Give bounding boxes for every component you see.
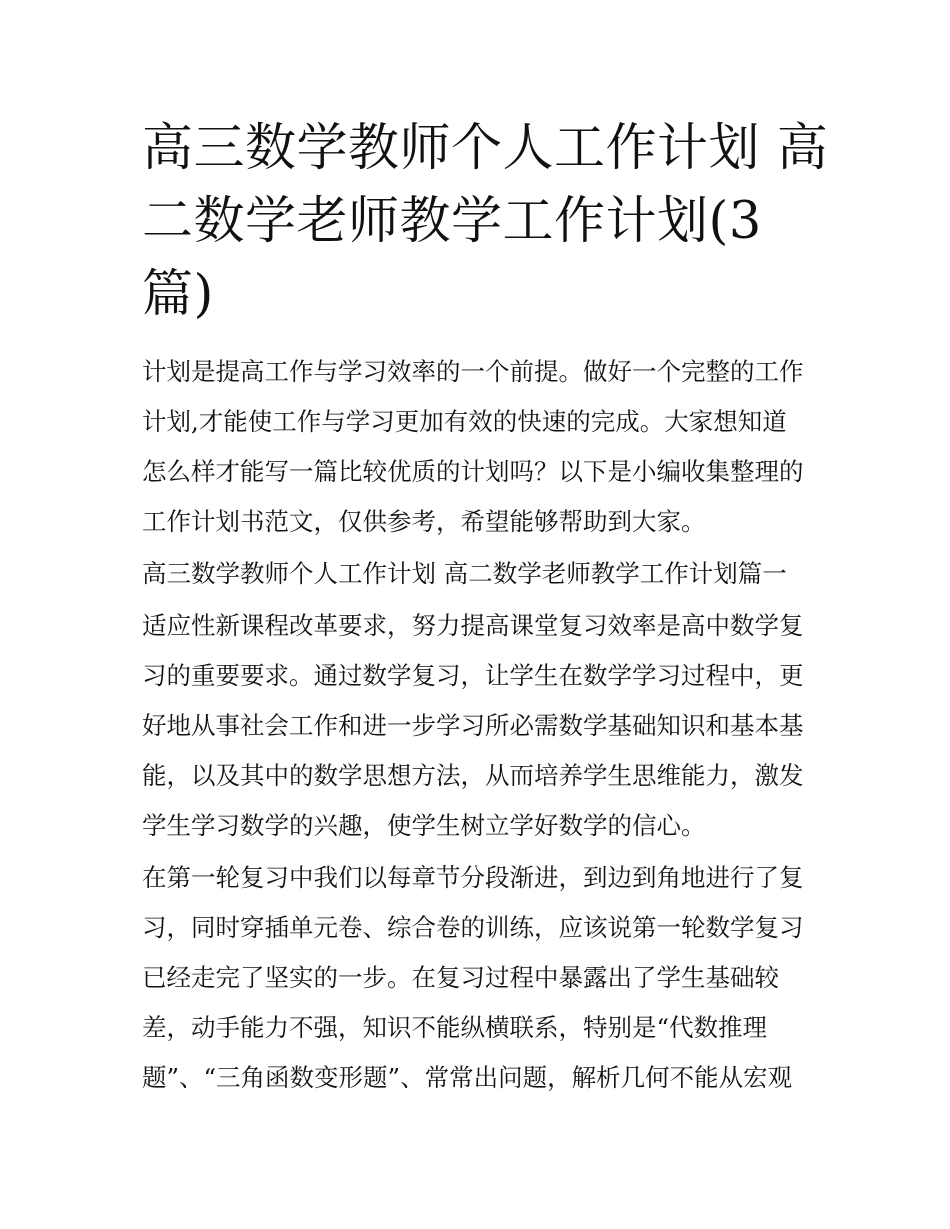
- text-line: 已经走完了坚实的一步。在复习过程中暴露出了学生基础较: [142, 963, 779, 992]
- body-paragraph: [142, 853, 818, 1103]
- text-line: 适应性新课程改革要求，努力提高课堂复习效率是高中数学复: [142, 611, 804, 640]
- body-paragraph: [142, 601, 818, 851]
- text-line: 题”、“三角函数变形题”、常常出问题，解析几何不能从宏观: [142, 1063, 793, 1092]
- document-body: [142, 112, 829, 1105]
- section-heading: [142, 549, 818, 599]
- text-line: 工作计划书范文，仅供参考，希望能够帮助到大家。: [142, 507, 706, 536]
- text-line: 习的重要要求。通过数学复习，让学生在数学学习过程中，更: [142, 661, 804, 690]
- intro-paragraph: [142, 347, 818, 547]
- title-line: 篇): [142, 265, 214, 324]
- text-line: 学生学习数学的兴趣，使学生树立学好数学的信心。: [142, 811, 706, 840]
- text-line: 计划,才能使工作与学习更加有效的快速的完成。大家想知道: [142, 407, 787, 436]
- text-line: 能，以及其中的数学思想方法，从而培养学生思维能力，激发: [142, 761, 804, 790]
- text-line: 计划是提高工作与学习效率的一个前提。做好一个完整的工作: [142, 357, 804, 386]
- text-line: 差，动手能力不强，知识不能纵横联系，特别是“代数推理: [142, 1013, 768, 1042]
- text-line: 习，同时穿插单元卷、综合卷的训练，应该说第一轮数学复习: [142, 913, 804, 942]
- text-line: 怎么样才能写一篇比较优质的计划吗？以下是小编收集整理的: [142, 457, 804, 486]
- text-line: 高三数学教师个人工作计划 高二数学老师教学工作计划篇一: [142, 559, 787, 588]
- text-line: 好地从事社会工作和进一步学习所必需数学基础知识和基本基: [142, 711, 804, 740]
- text-line: 在第一轮复习中我们以每章节分段渐进，到边到角地进行了复: [142, 863, 804, 892]
- title-line: 二数学老师教学工作计划(3: [142, 192, 762, 251]
- title-line: 高三数学教师个人工作计划 高: [142, 119, 829, 178]
- document-title: [142, 112, 829, 331]
